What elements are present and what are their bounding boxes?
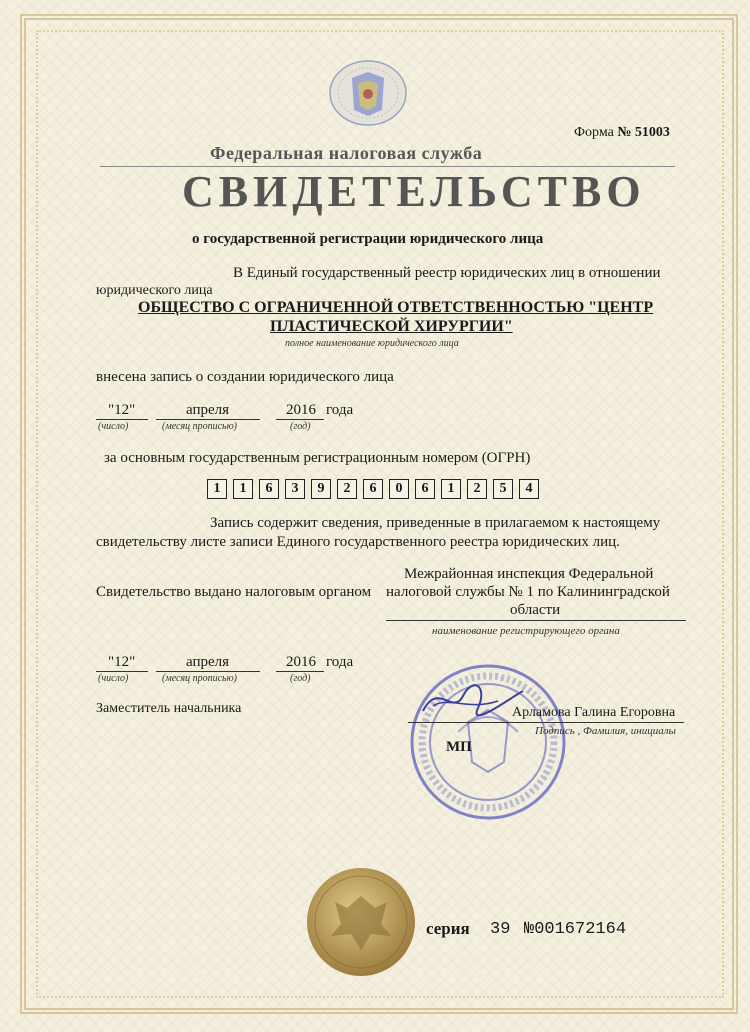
ogrn-digit: 2 [467,479,487,499]
date2-day-caption: (число) [98,673,129,684]
date1-year-suffix: года [326,402,354,418]
date1-month-line [156,419,260,420]
ogrn-digit: 5 [493,479,513,499]
ogrn-digit: 4 [519,479,539,499]
signer-name: Арламова Галина Егоровна [512,705,676,720]
ogrn-digit: 6 [415,479,435,499]
date2-day-line [96,671,148,672]
document-subtitle: о государственной регистрации юридического лица [192,231,544,247]
ogrn-digit: 0 [389,479,409,499]
entry-text: внесена запись о создании юридического лица [96,369,394,385]
series-code: 39 [490,920,511,939]
date1-year-caption: (год) [290,421,311,432]
date1-day-caption: (число) [98,421,129,432]
signer-position: Заместитель начальника [96,701,242,716]
company-name-caption: полное наименование юридического лица [285,338,459,349]
form-code: № 51003 [617,125,670,140]
form-label: Форма [574,125,614,140]
date2-month-caption: (месяц прописью) [162,673,237,684]
gold-seal-icon [305,866,417,983]
ogrn-boxes [207,479,545,499]
date1-month: апреля [186,402,230,418]
issuer-line-1: Межрайонная инспекция Федеральной [404,566,654,582]
ogrn-digit: 6 [363,479,383,499]
date2-year-suffix: года [326,654,354,670]
intro-line-2: юридического лица [96,283,213,298]
issuer-underline [386,620,686,621]
ogrn-digit: 3 [285,479,305,499]
series-label: серия [426,919,470,938]
intro-line-1: В Единый государственный реестр юридических лиц в отношении [233,265,661,281]
issuer-line-3: области [510,602,561,618]
date2-month-line [156,671,260,672]
date1-day-line [96,419,148,420]
ogrn-digit: 1 [441,479,461,499]
ogrn-label: за основным государственным регистрационным номером (ОГРН) [104,450,531,466]
record-line-1: Запись содержит сведения, приведенные в прилагаемом к настоящему [210,515,661,531]
agency-name: Федеральная налоговая служба [210,143,483,163]
emblem-hologram-icon [326,58,410,133]
series-number: №001672164 [524,920,627,939]
document-title: СВИДЕТЕЛЬСТВО [182,167,646,216]
seal-place-label: МП [446,739,472,755]
date1-year: 2016 [286,402,316,418]
date1-day: "12" [108,402,136,418]
issuer-caption: наименование регистрирующего органа [432,625,620,637]
company-name-line-1: ОБЩЕСТВО С ОГРАНИЧЕННОЙ ОТВЕТСТВЕННОСТЬЮ "ЦЕНТР [138,299,654,316]
date1-month-caption: (месяц прописью) [162,421,237,432]
record-line-2: свидетельству листе записи Единого государственного реестра юридических лиц. [96,534,620,550]
date2-year-line [276,671,324,672]
issuer-line-2: налоговой службы № 1 по Калининградской [386,584,670,600]
company-name-line-2: ПЛАСТИЧЕСКОЙ ХИРУРГИИ" [270,318,513,335]
date2-year: 2016 [286,654,316,670]
form-number [574,125,670,141]
ogrn-digit: 2 [337,479,357,499]
date1-year-line [276,419,324,420]
ogrn-digit: 6 [259,479,279,499]
date2-month: апреля [186,654,230,670]
issuer-prefix: Свидетельство выдано налоговым органом [96,584,372,600]
signature-line [408,722,684,723]
date2-day: "12" [108,654,136,670]
ogrn-digit: 1 [207,479,227,499]
signature-caption: Подпись , Фамилия, инициалы [535,725,676,737]
ogrn-digit: 1 [233,479,253,499]
ogrn-digit: 9 [311,479,331,499]
date2-year-caption: (год) [290,673,311,684]
